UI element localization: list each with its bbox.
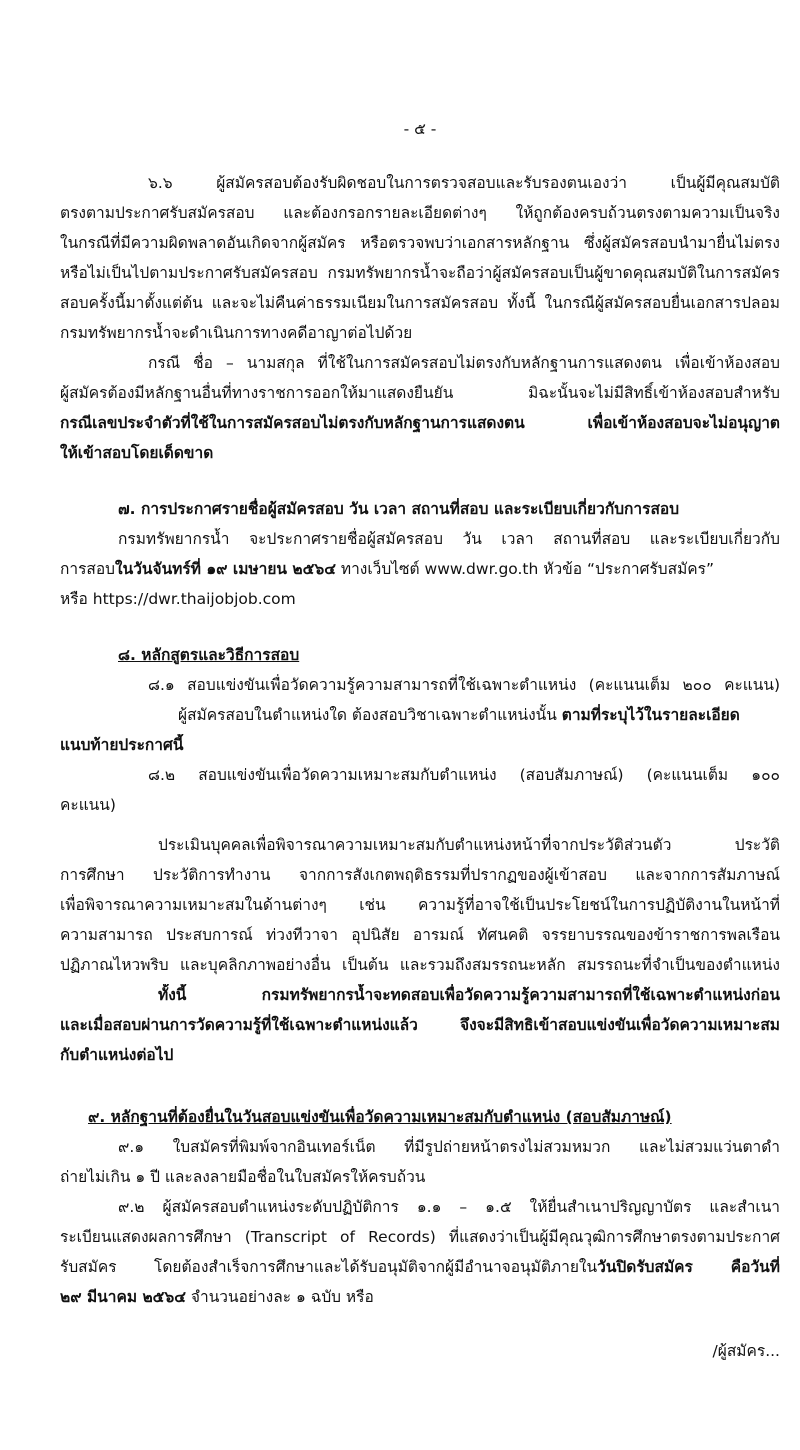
s9-line-5a: รับสมัคร โดยต้องสำเร็จการศึกษาและได้รับอนุมัติจากผู้มีอำนาจอนุมัติภายใน: [60, 1258, 598, 1276]
s8-line-6: ประเมินบุคคลเพื่อพิจารณาความเหมาะสมกับตำแหน่งหน้าที่จากประวัติส่วนตัว ประวัติ: [158, 836, 780, 854]
s66-line-2: ตรงตามประกาศรับสมัครสอบ และต้องกรอกรายละเอียดต่างๆ ให้ถูกต้องครบถ้วนตรงตามความเป็นจริง: [60, 204, 780, 222]
s9-line-2: ถ่ายไม่เกิน ๑ ปี และลงลายมือชื่อในใบสมัครให้ครบถ้วน: [60, 1168, 426, 1186]
page-number: - ๕ -: [403, 120, 437, 138]
s9-close-date-label: วันปิดรับสมัคร คือวันที่: [597, 1258, 780, 1276]
s66-line-10: ให้เข้าสอบโดยเด็ดขาด: [60, 444, 214, 462]
s66-line-3: ในกรณีที่มีความผิดพลาดอันเกิดจากผู้สมัคร หรือตรวจพบว่าเอกสารหลักฐาน ซึ่งผู้สมัครสอบนำมายื่นไม่ตรง: [60, 234, 780, 252]
s8-line-11: ทั้งนี้ กรมทรัพยากรน้ำจะทดสอบเพื่อวัดความรู้ความสามารถที่ใช้เฉพาะตำแหน่งก่อน: [158, 986, 780, 1004]
s66-line-6: กรมทรัพยากรน้ำจะดำเนินการทางคดีอาญาต่อไปด้วย: [60, 324, 413, 342]
s8-line-10: ปฏิภาณไหวพริบ และบุคลิกภาพอย่างอื่น เป็นต้น และรวมถึงสมรรถนะหลัก สมรรถนะที่จำเป็นของตำแหน่ง: [60, 956, 780, 974]
s9-line-6: [60, 1286, 780, 1308]
s66-line-4: หรือไม่เป็นไปตามประกาศรับสมัครสอบ กรมทรัพยากรน้ำจะถือว่าผู้สมัครสอบเป็นผู้ขาดคุณสมบัติในการสมัคร: [60, 264, 780, 282]
s8-line-1: ๘.๑ สอบแข่งขันเพื่อวัดความรู้ความสามารถที่ใช้เฉพาะตำแหน่ง (คะแนนเต็ม ๒๐๐ คะแนน): [148, 676, 780, 694]
s9-heading: ๙. หลักฐานที่ต้องยื่นในวันสอบแข่งขันเพื่อวัดความเหมาะสมกับตำแหน่ง (สอบสัมภาษณ์): [88, 1108, 672, 1126]
s8-line-2a: ผู้สมัครสอบในตำแหน่งใด ต้องสอบวิชาเฉพาะตำแหน่งนั้น: [178, 706, 562, 724]
s9-line-6b: จำนวนอย่างละ ๑ ฉบับ หรือ: [185, 1288, 374, 1306]
s8-line-2b: ตามที่ระบุไว้ในรายละเอียด: [561, 706, 740, 724]
s7-line-2a: การสอบ: [60, 560, 116, 578]
s8-line-13: กับตำแหน่งต่อไป: [60, 1046, 174, 1064]
s8-line-12: และเมื่อสอบผ่านการวัดความรู้ที่ใช้เฉพาะตำแหน่งแล้ว จึงจะมีสิทธิเข้าสอบแข่งขันเพื่อวัดความเหมาะสม: [60, 1016, 780, 1034]
s7-heading: ๗. การประกาศรายชื่อผู้สมัครสอบ วัน เวลา สถานที่สอบ และระเบียบเกี่ยวกับการสอบ: [118, 500, 680, 518]
s9-line-3: ๙.๒ ผู้สมัครสอบตำแหน่งระดับปฏิบัติการ ๑.๑ – ๑.๕ ให้ยื่นสำเนาปริญญาบัตร และสำเนา: [118, 1198, 780, 1216]
s8-line-4: ๘.๒ สอบแข่งขันเพื่อวัดความเหมาะสมกับตำแหน่ง (สอบสัมภาษณ์) (คะแนนเต็ม ๑๐๐: [148, 766, 780, 784]
s66-line-7: กรณี ชื่อ – นามสกุล ที่ใช้ในการสมัครสอบไม่ตรงกับหลักฐานการแสดงตน เพื่อเข้าห้องสอบ: [148, 354, 780, 372]
s66-line-5: สอบครั้งนี้มาตั้งแต่ต้น และจะไม่คืนค่าธรรมเนียมในการสมัครสอบ ทั้งนี้ ในกรณีผู้สมัครสอบยื่นเอกสารปลอม: [60, 294, 780, 312]
s66-line-1: ๖.๖ ผู้สมัครสอบต้องรับผิดชอบในการตรวจสอบและรับรองตนเองว่า เป็นผู้มีคุณสมบัติ: [148, 174, 780, 192]
s9-line-5: [60, 1256, 780, 1278]
s9-close-date: ๒๙ มีนาคม ๒๕๖๔: [60, 1288, 186, 1306]
s8-line-8: เพื่อพิจารณาความเหมาะสมในด้านต่างๆ เช่น ความรู้ที่อาจใช้เป็นประโยชน์ในการปฏิบัติงานในหน้าที่: [60, 896, 780, 914]
s8-line-7: การศึกษา ประวัติการทำงาน จากการสังเกตพฤติธรรมที่ปรากฏของผู้เข้าสอบ และจากการสัมภาษณ์: [60, 866, 780, 884]
s8-line-9: ความสามารถ ประสบการณ์ ท่วงทีวาจา อุปนิสัย อารมณ์ ทัศนคติ จรรยาบรรณของข้าราชการพลเรือน: [60, 926, 780, 944]
s7-line-2: [60, 558, 780, 580]
s8-line-5: คะแนน): [60, 796, 116, 814]
continuation-text: /ผู้สมัคร...: [712, 1342, 780, 1360]
s9-line-4: ระเบียนแสดงผลการศึกษา (Transcript of Records) ที่แสดงว่าเป็นผู้มีคุณวุฒิการศึกษาตรงตามประกาศ: [60, 1228, 780, 1246]
s8-line-2: [178, 704, 780, 726]
s8-line-3: แนบท้ายประกาศนี้: [60, 736, 184, 754]
s66-line-8: ผู้สมัครต้องมีหลักฐานอื่นที่ทางราชการออกให้มาแสดงยืนยัน มิฉะนั้นจะไม่มีสิทธิ์เข้าห้องสอบสำหรับ: [60, 384, 780, 402]
s7-line-3: หรือ https://dwr.thaijobjob.com: [60, 590, 296, 608]
s9-line-1: ๙.๑ ใบสมัครที่พิมพ์จากอินเทอร์เน็ต ที่มีรูปถ่ายหน้าตรงไม่สวมหมวก และไม่สวมแว่นตาดำ: [118, 1138, 780, 1156]
s7-announce-date: ในวันจันทร์ที่ ๑๙ เมษายน ๒๕๖๔: [115, 560, 336, 578]
s7-line-2c: ทางเว็บไซต์ www.dwr.go.th หัวข้อ “ประกาศรับสมัคร”: [335, 560, 715, 578]
s66-line-9: กรณีเลขประจำตัวที่ใช้ในการสมัครสอบไม่ตรงกับหลักฐานการแสดงตน เพื่อเข้าห้องสอบจะไม่อนุญาต: [60, 414, 780, 432]
s7-line-1: กรมทรัพยากรน้ำ จะประกาศรายชื่อผู้สมัครสอบ วัน เวลา สถานที่สอบ และระเบียบเกี่ยวกับ: [118, 530, 780, 548]
s8-heading: ๘. หลักสูตรและวิธีการสอบ: [118, 646, 300, 664]
